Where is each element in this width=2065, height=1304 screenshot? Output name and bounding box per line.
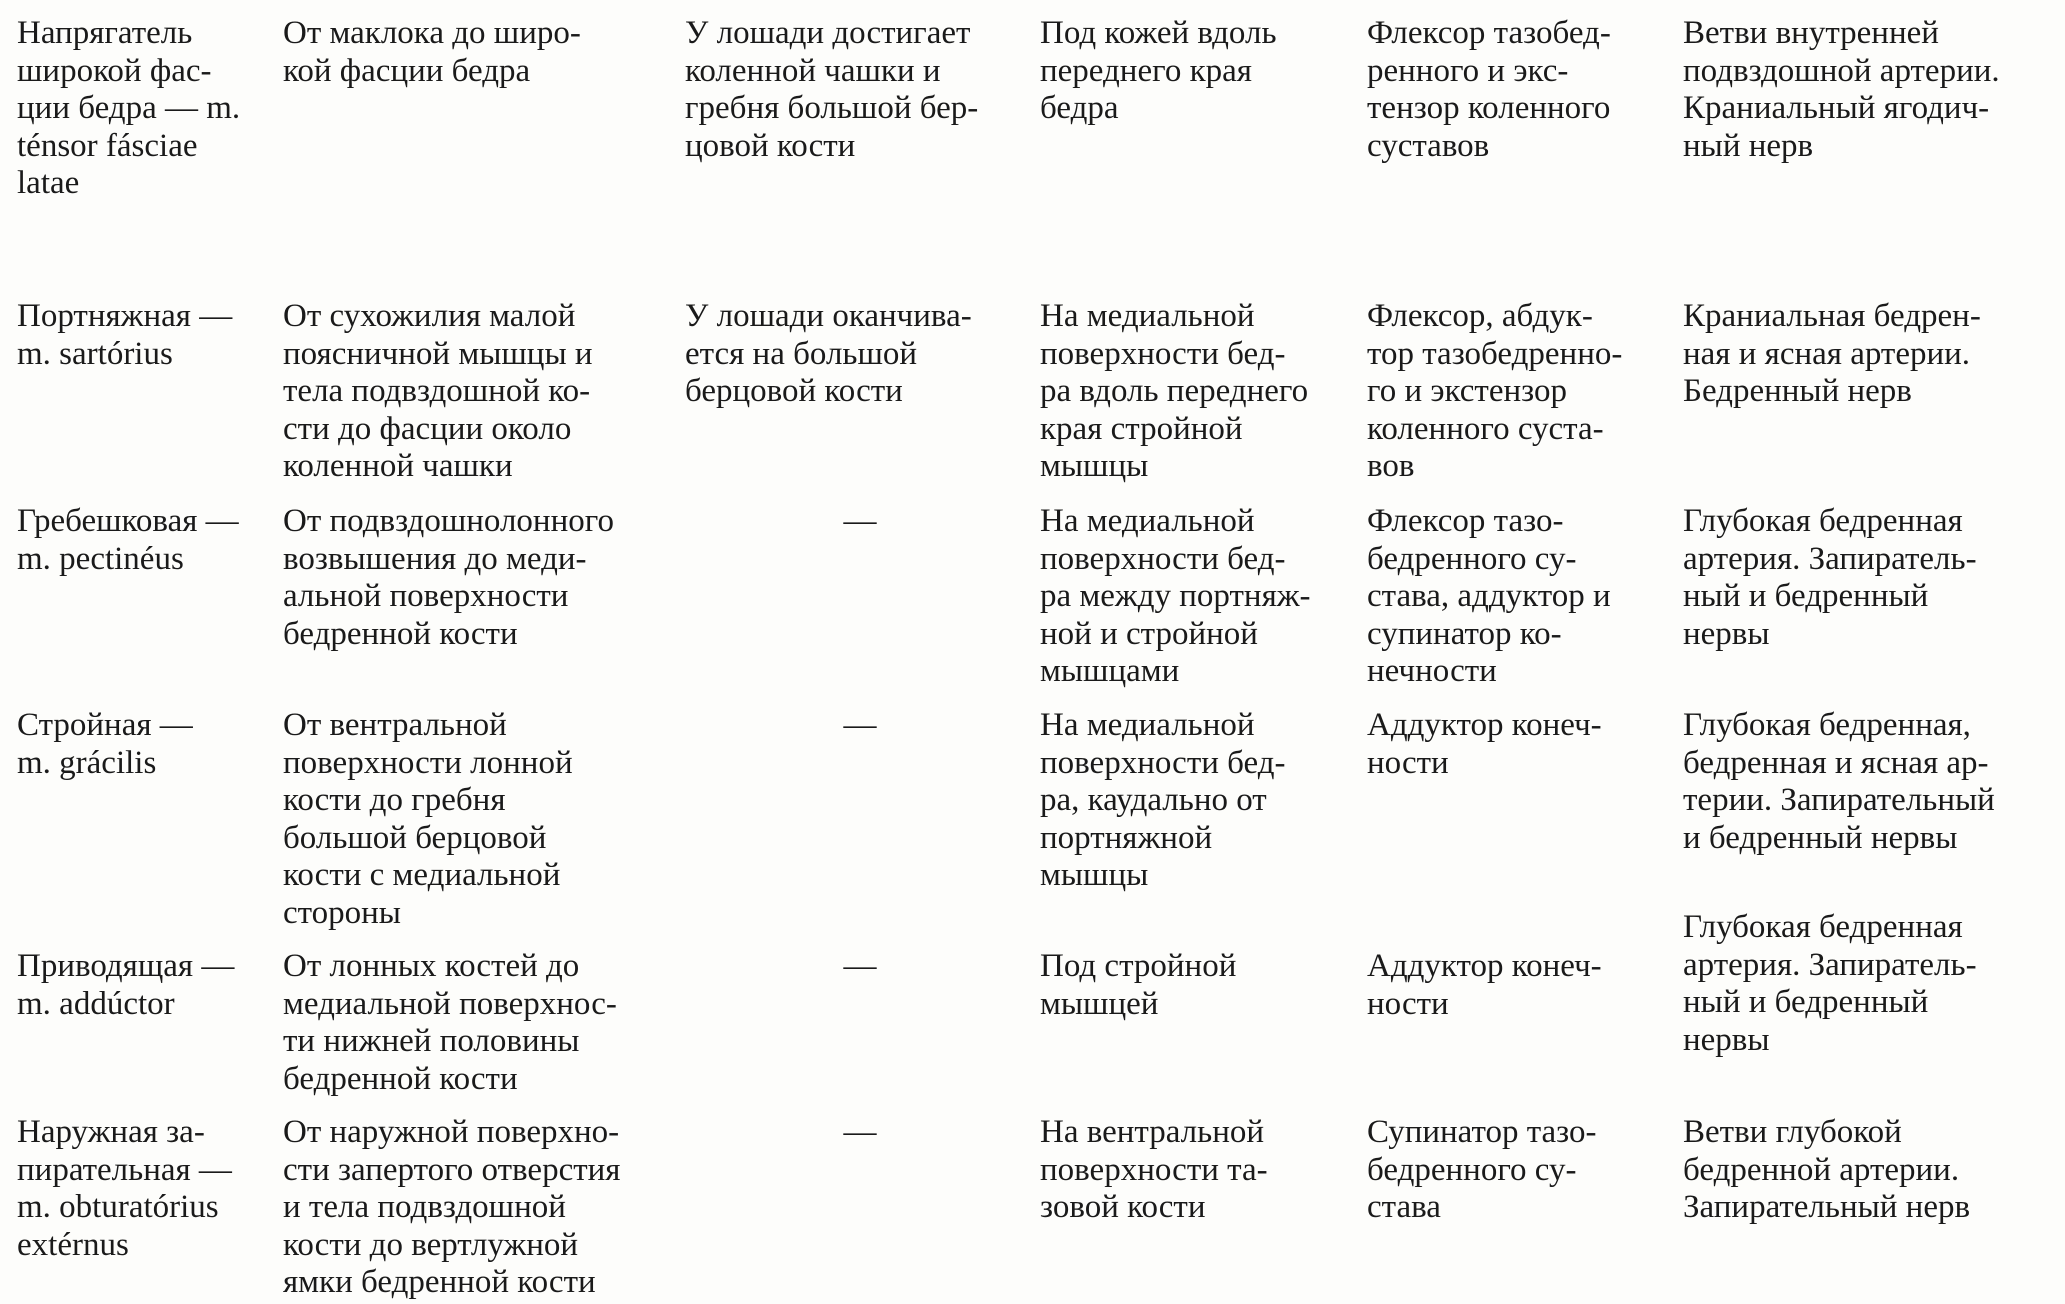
blood-nerve-supply-cell: Ветви внутренней подвздошной артерии. Краниальный ягодич- ный нерв <box>1683 15 2000 164</box>
function-cell: Флексор тазобед- ренного и экс- тензор коленного суставов <box>1367 15 1611 164</box>
horse-note-cell: — <box>843 707 877 743</box>
blood-nerve-supply-cell: Краниальная бедрен- ная и ясная артерии. Бедренный нерв <box>1683 298 1981 409</box>
location-cell: Под стройной мышцей <box>1040 948 1237 1022</box>
function-cell: Аддуктор конеч- ности <box>1367 707 1602 781</box>
function-cell: Супинатор тазо- бедренного су- става <box>1367 1114 1597 1225</box>
horse-note-cell: У лошади достигает коленной чашки и гребня большой бер- цовой кости <box>685 15 979 164</box>
location-cell: Под кожей вдоль переднего края бедра <box>1040 15 1277 126</box>
muscle-name-cell: Стройная — m. grácilis <box>17 707 193 781</box>
blood-nerve-supply-cell: Ветви глубокой бедренной артерии. Запирательный нерв <box>1683 1114 1971 1225</box>
horse-note-cell: — <box>843 1114 877 1150</box>
muscle-name-cell: Гребешковая — m. pectinéus <box>17 503 239 577</box>
origin-insertion-cell: От вентральной поверхности лонной кости до гребня большой берцовой кости с медиальной стороны <box>283 707 573 931</box>
origin-insertion-cell: От подвздошнолонного возвышения до меди- альной поверхности бедренной кости <box>283 503 614 652</box>
origin-insertion-cell: От наружной поверхно- сти запертого отверстия и тела подвздошной кости до вертлужной ямки бедренной кости <box>283 1114 621 1300</box>
function-cell: Аддуктор конеч- ности <box>1367 948 1602 1022</box>
blood-nerve-supply-cell: Глубокая бедренная артерия. Запиратель- ный и бедренный нервы <box>1683 909 1977 1058</box>
horse-note-cell: — <box>843 503 877 539</box>
location-cell: На вентральной поверхности та- зовой кости <box>1040 1114 1268 1225</box>
horse-note-cell: — <box>843 948 877 984</box>
origin-insertion-cell: От лонных костей до медиальной поверхнос- ти нижней половины бедренной кости <box>283 948 617 1097</box>
muscle-name-cell: Приводящая — m. addúctor <box>17 948 235 1022</box>
muscle-name-cell: Портняжная — m. sartórius <box>17 298 233 372</box>
location-cell: На медиальной поверхности бед- ра между портняж- ной и стройной мышцами <box>1040 503 1311 689</box>
muscle-name-cell: Напрягатель широкой фас- ции бедра — m. ténsor fásciae latae <box>17 15 241 201</box>
muscle-name-cell: Наружная за- пирательная — m. obturatórius extérnus <box>17 1114 232 1263</box>
function-cell: Флексор, абдук- тор тазобедренно- го и экстензор коленного суста- вов <box>1367 298 1623 484</box>
function-cell: Флексор тазо- бедренного су- става, аддуктор и супинатор ко- нечности <box>1367 503 1611 689</box>
origin-insertion-cell: От сухожилия малой поясничной мышцы и тела подвздошной ко- сти до фасции около коленной чашки <box>283 298 593 484</box>
blood-nerve-supply-cell: Глубокая бедренная, бедренная и ясная ар- терии. Запирательный и бедренный нервы <box>1683 707 1995 856</box>
location-cell: На медиальной поверхности бед- ра, каудально от портняжной мышцы <box>1040 707 1286 893</box>
location-cell: На медиальной поверхности бед- ра вдоль переднего края стройной мышцы <box>1040 298 1309 484</box>
blood-nerve-supply-cell: Глубокая бедренная артерия. Запиратель- ный и бедренный нервы <box>1683 503 1977 652</box>
origin-insertion-cell: От маклока до широ- кой фасции бедра <box>283 15 581 89</box>
horse-note-cell: У лошади оканчива- ется на большой берцовой кости <box>685 298 972 409</box>
